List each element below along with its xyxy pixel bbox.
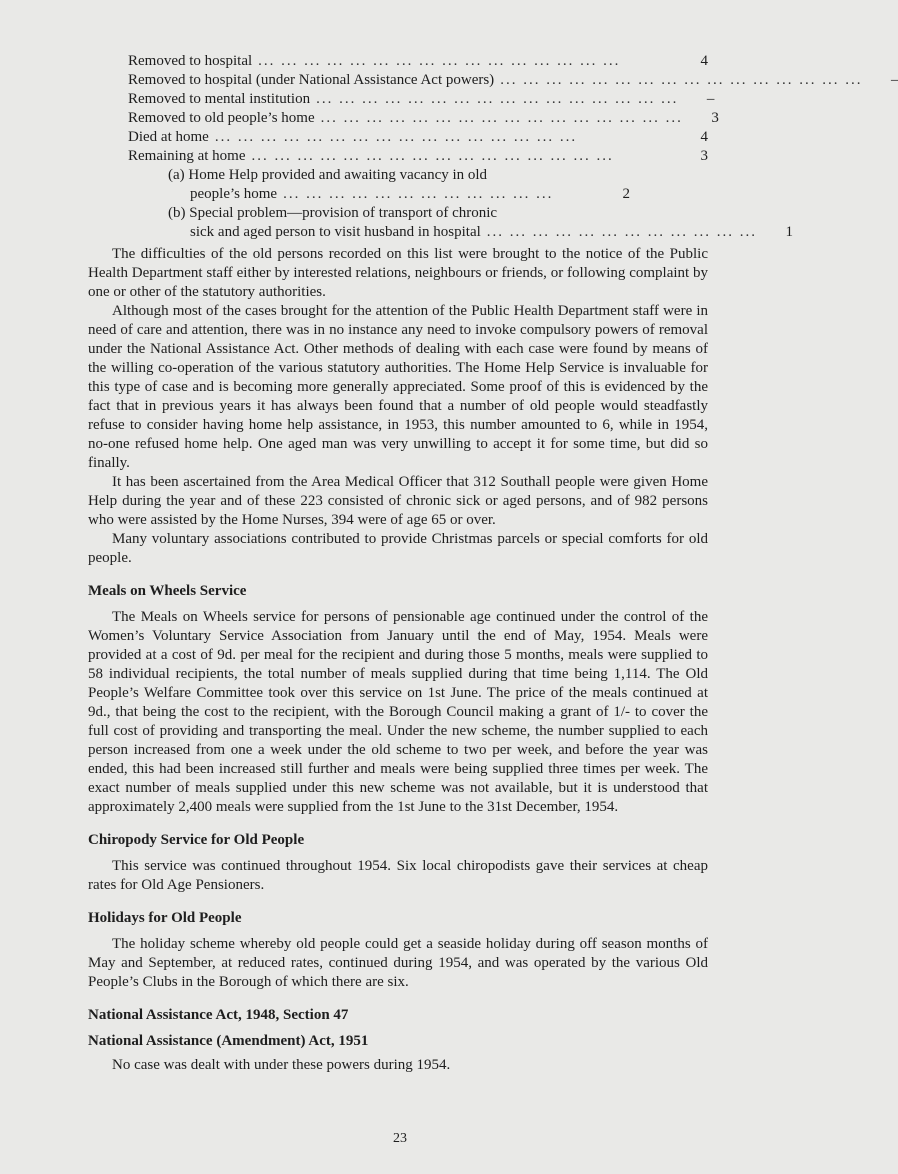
section-heading-national-assistance-1951: National Assistance (Amendment) Act, 1951 [88,1033,369,1049]
stats-label: Removed to mental institution [128,91,311,107]
sub-item-a-line2 [168,185,630,204]
sub-item-b-value: 1 [785,224,794,240]
stats-label: Remaining at home [128,148,246,164]
leader-dots: ... ... ... ... ... ... ... ... ... ... ... ... ... ... ... ... [258,53,621,69]
page-content [88,52,898,1075]
stats-label: Removed to hospital [128,53,253,69]
section-heading-chiropody: Chiropody Service for Old People [88,832,305,848]
stats-row [128,90,715,109]
holidays-paragraph: The holiday scheme whereby old people could get a seaside holiday during off season months of May and September, at reduced rates, continued during 1954, and was operated by the various Old People’s Clubs in the Borough of which there are six. [88,936,708,990]
stats-value: 3 [711,110,719,126]
stats-row [128,52,708,71]
section-heading-holidays: Holidays for Old People [88,910,242,926]
stats-value: 3 [700,148,708,164]
sub-item-b [168,204,794,242]
stats-value: 4 [700,53,708,69]
meals-paragraph: The Meals on Wheels service for persons of pensionable age continued under the control of the Women’s Voluntary Service Association from January until the end of May, 1954. Meals were provided at a cost of 9d. per meal for the recipient and during those 5 months, meals were supplied to 58 individual recipients, the total number of meals supplied during that time being 1,114. The Old People’s Welfare Committee took over this service on 1st June. The price of the meals continued at 9d., that being the cost to the recipient, with the Borough Council making a grant of 1/- to cover the full cost of providing and transporting the meal. Under the new scheme, the number supplied to each person increased from one a week under the old scheme to two per week, and before the year was ended, this had been increased still further and meals were being supplied three times per week. The exact number of meals supplied under this new scheme was not available, but it is understood that approximately 2,400 meals were supplied from the 1st June to the 31st December, 1954. [88,609,708,815]
stats-list [128,52,898,166]
leader-dots: ... ... ... ... ... ... ... ... ... ... ... ... ... ... ... ... [500,72,863,88]
sub-item-a [168,166,708,204]
paragraph: It has been ascertained from the Area Medical Officer that 312 Southall people were given Home Help during the year and of these 223 consisted of chronic sick or aged persons, and of 982 persons who were assisted by the Home Nurses, 394 were of age 65 or over. [88,474,708,528]
sub-items [168,166,794,242]
stats-label: Removed to hospital (under National Assistance Act powers) [128,72,495,88]
chiropody-paragraph: This service was continued throughout 1954. Six local chiropodists gave their services at cheap rates for Old Age Pensioners. [88,858,708,893]
paragraph: The difficulties of the old persons recorded on this list were brought to the notice of the Public Health Department staff either by interested relations, neighbours or friends, or following complaint by one or other of the statutory authorities. [88,246,708,300]
sub-item-a-value: 2 [622,186,630,202]
leader-dots: ... ... ... ... ... ... ... ... ... ... ... ... [283,186,554,202]
stats-label: Died at home [128,129,209,145]
leader-dots: ... ... ... ... ... ... ... ... ... ... ... ... ... ... ... ... [320,110,683,126]
section-heading-meals: Meals on Wheels Service [88,583,247,599]
stats-row [128,147,708,166]
sub-item-b-label: sick and aged person to visit husband in hospital [190,224,481,240]
stats-row [128,128,708,147]
sub-item-b-line1: (b) Special problem—provision of transport of chronic [168,205,498,221]
stats-value: – [706,91,715,107]
leader-dots: ... ... ... ... ... ... ... ... ... ... ... ... ... ... ... ... [251,148,614,164]
stats-row [128,71,898,90]
stats-value: 4 [700,129,708,145]
leader-dots: ... ... ... ... ... ... ... ... ... ... ... ... [486,224,758,240]
leader-dots: ... ... ... ... ... ... ... ... ... ... ... ... ... ... ... ... [316,91,679,107]
sub-item-a-line1: (a) Home Help provided and awaiting vacancy in old [168,167,488,183]
section-heading-national-assistance-1948: National Assistance Act, 1948, Section 47 [88,1007,349,1023]
paragraph: Many voluntary associations contributed to provide Christmas parcels or special comforts for old people. [88,531,708,566]
page-number: 23 [393,1131,407,1146]
national-assistance-paragraph: No case was dealt with under these powers during 1954. [112,1057,451,1073]
sub-item-a-label: people’s home [190,186,278,202]
stats-value: – [890,72,898,88]
paragraph: Although most of the cases brought for the attention of the Public Health Department staff were in need of care and attention, there was in no instance any need to invoke compulsory powers of removal under the National Assistance Act. Other methods of dealing with each case were found by means of the willing co-operation of the various statutory authorities. The Home Help Service is invaluable for this type of case and is becoming more generally appreciated. Some proof of this is evidenced by the fact that in previous years it has always been found that a number of old people would steadfastly refuse to consider having home help assistance, in 1953, this number amounted to 6, while in 1954, no-one refused home help. One aged man was very unwilling to accept it for some time, but did so finally. [88,303,708,471]
sub-item-b-line2 [168,223,794,242]
stats-row [128,109,719,128]
stats-label: Removed to old people’s home [128,110,315,126]
leader-dots: ... ... ... ... ... ... ... ... ... ... ... ... ... ... ... ... [214,129,578,145]
